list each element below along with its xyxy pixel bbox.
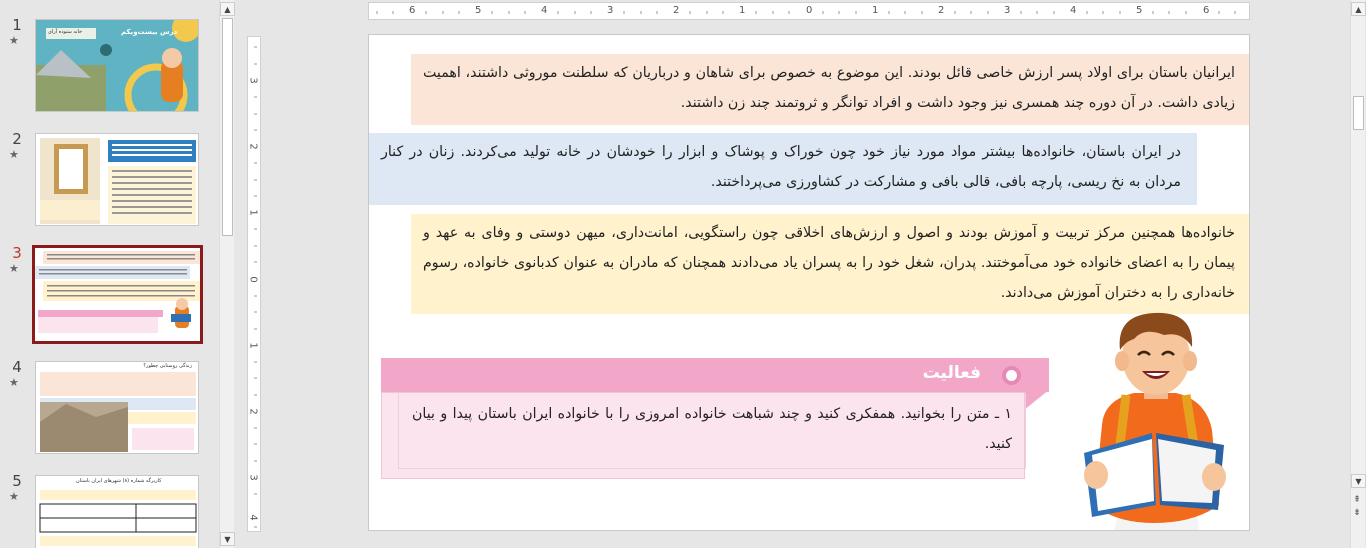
slide-preview [35, 133, 199, 226]
slide-number: 5 [12, 472, 22, 490]
circle-bullet-icon [1002, 366, 1021, 385]
ruler-label: 5 [1136, 5, 1143, 16]
previous-slide-icon[interactable]: ⇞ [1353, 495, 1361, 505]
scroll-down-icon[interactable]: ▼ [1351, 474, 1366, 488]
vertical-ruler [247, 36, 261, 532]
ruler-label: 3 [1004, 5, 1011, 16]
scroll-up-icon[interactable]: ▲ [220, 2, 235, 16]
slide-canvas[interactable] [368, 34, 1250, 531]
ruler-ticks [369, 3, 1251, 21]
star-icon: ★ [9, 376, 19, 389]
ruler-label: 1 [247, 342, 259, 349]
slide-preview [35, 475, 199, 548]
star-icon: ★ [9, 34, 19, 47]
slide-number: 4 [12, 358, 22, 376]
next-slide-icon[interactable]: ⇟ [1353, 508, 1361, 518]
slide-2-preview-art [36, 134, 199, 226]
star-icon: ★ [9, 262, 19, 275]
ruler-label: 2 [938, 5, 945, 16]
scroll-down-icon[interactable]: ▼ [220, 532, 235, 546]
activity-header-tail [1024, 390, 1049, 410]
text-box-paragraph-1[interactable]: ایرانیان باستان برای اولاد پسر ارزش خاصی قائل بودند. این موضوع به خصوص برای شاهان و درباریان که سلطنت موروثی داشتند، اهمیت زیادی داشت. در آن دوره چند همسری نیز وجود داشت و افراد توانگر و ثروتمند چند زن داشتند. [411, 54, 1250, 125]
ruler-label: 4 [1070, 5, 1077, 16]
boy-reading-book-illustration[interactable] [1064, 305, 1244, 531]
ruler-ticks [248, 37, 262, 533]
ruler-label: 3 [247, 77, 259, 84]
slide-3-preview-art [35, 248, 200, 341]
ruler-label: 2 [673, 5, 680, 16]
activity-title: فعالیت [922, 363, 981, 383]
scrollbar-thumb[interactable] [222, 18, 233, 236]
slide-thumbnail-pane [0, 0, 220, 548]
slide-preview-selected [32, 245, 203, 344]
ruler-label: 1 [872, 5, 879, 16]
slide-5-preview-art [36, 476, 199, 548]
ruler-label: 3 [607, 5, 614, 16]
slide-4-preview-art [36, 362, 199, 454]
scroll-up-icon[interactable]: ▲ [1351, 2, 1366, 16]
activity-body[interactable] [381, 392, 1025, 479]
ruler-label: 0 [247, 276, 259, 283]
star-icon: ★ [9, 490, 19, 503]
slide-1-subtitle: خانه ستوده آرای [48, 29, 83, 35]
activity-header[interactable] [381, 358, 1049, 392]
slide-number: 1 [12, 16, 22, 34]
slide-number: 2 [12, 130, 22, 148]
scrollbar-thumb[interactable] [1353, 96, 1364, 130]
ruler-label: 1 [247, 209, 259, 216]
horizontal-ruler [368, 2, 1250, 20]
slide-nav-buttons [1349, 494, 1365, 524]
text-box-paragraph-2[interactable]: در ایران باستان، خانواده‌ها بیشتر مواد مورد نیاز خود چون خوراک و پوشاک و ابزار را خودشان در خانه تولید می‌کردند. زنان در کنار مردان به نخ ریسی، پارچه بافی، قالی بافی و مشارکت در کشاورزی می‌پرداختند. [369, 133, 1197, 205]
ruler-label: 6 [1203, 5, 1210, 16]
activity-text: ۱ ـ متن را بخوانید. همفکری کنید و چند شباهت خانواده امروزی را با خانواده ایران باستان پیدا و بیان کنید. [412, 406, 1012, 452]
ruler-label: 0 [806, 5, 813, 16]
slide-scrollbar[interactable] [1350, 0, 1365, 548]
ruler-label: 3 [247, 474, 259, 481]
text-box-paragraph-3[interactable]: خانواده‌ها همچنین مرکز تربیت و آموزش بودند و اصول و ارزش‌های اخلاقی چون راستگویی، امانت‌داری، میهن دوستی و وفای به عهد و پیمان را به اعضای خانواده خود می‌آموختند. پدران، شغل خود را به پسران یاد می‌دادند همچنان که مادران به عنوان کدبانوی خانواده، رسوم خانه‌داری را به دختران آموزش می‌دادند. [411, 214, 1250, 314]
star-icon: ★ [9, 148, 19, 161]
ruler-label: 6 [409, 5, 416, 16]
ruler-label: 2 [247, 143, 259, 150]
slide-number: 3 [12, 244, 22, 262]
slide-1-title: درس بیست‌ویکم [121, 28, 178, 36]
slide-preview [35, 361, 199, 454]
thumbnail-scrollbar[interactable] [219, 0, 234, 548]
ruler-label: 2 [247, 408, 259, 415]
ruler-label: 5 [475, 5, 482, 16]
ruler-label: 4 [541, 5, 548, 16]
ruler-label: 1 [739, 5, 746, 16]
slide-4-title: زندگی روستایی چطور؟ [143, 363, 192, 369]
ruler-label: 4 [247, 514, 259, 521]
slide-preview [35, 19, 199, 112]
slide-5-title: کاربرگه شماره (۸) شهرهای ایران باستان [76, 478, 162, 484]
